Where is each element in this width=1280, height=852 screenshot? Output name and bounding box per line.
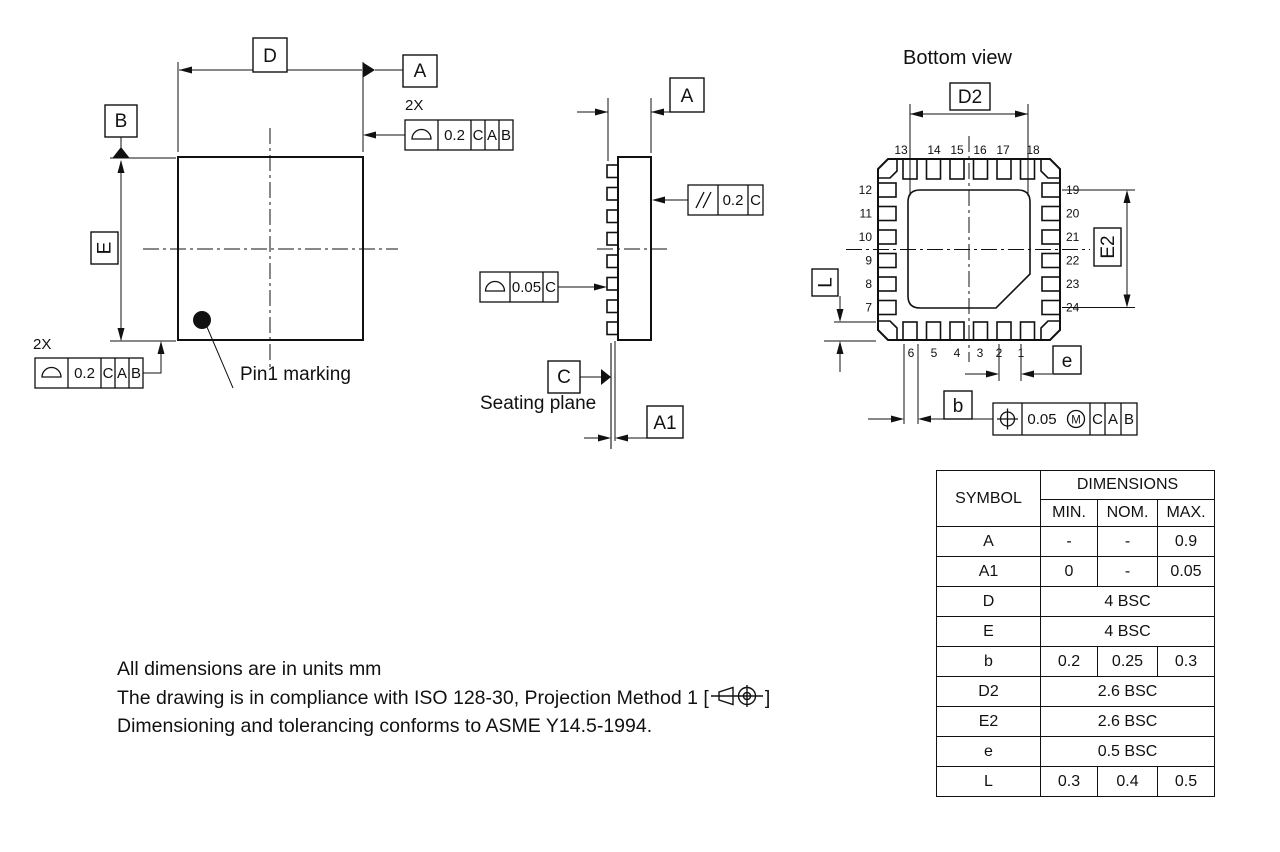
dim-label-e2: E2 bbox=[1098, 235, 1119, 259]
pin-number: 22 bbox=[1066, 253, 1080, 268]
datum-label-a: A bbox=[413, 61, 427, 82]
pin1-label: Pin1 marking bbox=[240, 364, 351, 385]
dim-label-e-pitch: e bbox=[1061, 351, 1073, 372]
dim-label-a: A bbox=[680, 86, 694, 107]
table-row bbox=[937, 587, 1215, 617]
pin1-marking bbox=[193, 311, 351, 388]
fcf-profile-top bbox=[363, 97, 513, 150]
datum-label-c: C bbox=[557, 367, 571, 388]
fcf-profile-left bbox=[33, 336, 165, 388]
pin-number: 3 bbox=[976, 346, 984, 360]
fcf-datum: B bbox=[130, 365, 142, 382]
first-angle-projection-icon bbox=[711, 684, 763, 708]
fcf-datum: C bbox=[545, 279, 556, 296]
pin-number: 5 bbox=[930, 346, 938, 360]
table-row bbox=[937, 707, 1215, 737]
dimension-table-grid bbox=[936, 470, 1215, 797]
pin-number: 18 bbox=[1026, 143, 1040, 157]
note-line-2-text: The drawing is in compliance with ISO 128-30, Projection Method 1 [ bbox=[117, 686, 709, 709]
dim-label-l: L bbox=[815, 277, 837, 288]
pin-number: 11 bbox=[859, 206, 872, 221]
bottom-view-title: Bottom view bbox=[903, 47, 1012, 69]
top-view bbox=[33, 38, 513, 388]
cell-max: 0.9 bbox=[1158, 527, 1215, 557]
fcf-datum: C bbox=[750, 192, 761, 209]
pin-number: 12 bbox=[858, 183, 872, 197]
pin1-dot bbox=[193, 311, 211, 329]
dim-label-e: E bbox=[94, 241, 116, 255]
pin-number: 21 bbox=[1066, 230, 1080, 244]
datum-triangle bbox=[363, 63, 375, 78]
table-row bbox=[937, 617, 1215, 647]
fcf-datum: A bbox=[486, 127, 498, 144]
table-row bbox=[937, 647, 1215, 677]
datum-triangle bbox=[112, 147, 130, 159]
pin-number: 19 bbox=[1066, 183, 1080, 197]
pin-number: 15 bbox=[950, 143, 964, 157]
side-view bbox=[480, 78, 763, 449]
dimension-table bbox=[936, 470, 1215, 797]
pin-number: 20 bbox=[1066, 206, 1080, 221]
dim-label-d2: D2 bbox=[957, 87, 983, 108]
fcf-datum: C bbox=[472, 127, 484, 144]
seating-plane bbox=[480, 341, 615, 449]
cell-symbol: L bbox=[937, 767, 1041, 797]
cell-span-value: 4 BSC bbox=[1041, 617, 1215, 647]
cell-nom: 0.25 bbox=[1098, 647, 1158, 677]
cell-min: 0.3 bbox=[1041, 767, 1098, 797]
fcf-datum: C bbox=[102, 365, 114, 382]
cell-nom: - bbox=[1098, 527, 1158, 557]
cell-nom: - bbox=[1098, 557, 1158, 587]
cell-max: 0.5 bbox=[1158, 767, 1215, 797]
note-line-3: Dimensioning and tolerancing conforms to ASME Y14.5-1994. bbox=[117, 715, 653, 737]
cell-symbol: e bbox=[937, 737, 1041, 767]
table-row bbox=[937, 557, 1215, 587]
cell-symbol: D2 bbox=[937, 677, 1041, 707]
bottom-view bbox=[812, 47, 1137, 435]
cell-symbol: E bbox=[937, 617, 1041, 647]
fcf-profile-side bbox=[480, 272, 607, 302]
fcf-tolerance: 0.05 bbox=[1027, 411, 1057, 428]
table-row bbox=[937, 677, 1215, 707]
fcf-position bbox=[993, 403, 1137, 435]
cell-min: 0 bbox=[1041, 557, 1098, 587]
cell-span-value: 4 BSC bbox=[1041, 587, 1215, 617]
cell-span-value: 0.5 BSC bbox=[1041, 737, 1215, 767]
drawing-notes bbox=[117, 655, 770, 741]
cell-span-value: 2.6 BSC bbox=[1041, 677, 1215, 707]
table-header-symbol: SYMBOL bbox=[937, 471, 1041, 527]
pin-number: 13 bbox=[894, 143, 908, 157]
datum-triangle bbox=[601, 369, 611, 385]
cell-max: 0.3 bbox=[1158, 647, 1215, 677]
fcf-datum: B bbox=[1123, 411, 1135, 428]
count-label: 2X bbox=[33, 336, 52, 353]
dim-label-a1: A1 bbox=[653, 413, 677, 434]
pin-number: 2 bbox=[995, 346, 1003, 360]
datum-label-b: B bbox=[114, 111, 128, 132]
fcf-tolerance: 0.05 bbox=[511, 279, 542, 296]
cell-min: 0.2 bbox=[1041, 647, 1098, 677]
mmc-modifier-letter: M bbox=[1071, 414, 1081, 427]
cell-span-value: 2.6 BSC bbox=[1041, 707, 1215, 737]
count-label: 2X bbox=[405, 97, 424, 114]
fcf-parallelism bbox=[652, 185, 763, 215]
dimension-e bbox=[91, 105, 176, 341]
note-line-2-bracket: ] bbox=[764, 686, 771, 709]
fcf-datum: C bbox=[1092, 411, 1103, 428]
fcf-datum: A bbox=[1107, 411, 1119, 428]
cell-min: - bbox=[1041, 527, 1098, 557]
cell-nom: 0.4 bbox=[1098, 767, 1158, 797]
pin-number: 7 bbox=[865, 300, 872, 315]
pin-number: 4 bbox=[953, 346, 961, 360]
table-header-min: MIN. bbox=[1041, 500, 1098, 527]
seating-plane-label: Seating plane bbox=[480, 393, 597, 414]
pin-number: 8 bbox=[865, 277, 872, 291]
cell-symbol: A1 bbox=[937, 557, 1041, 587]
pin-number: 23 bbox=[1066, 277, 1080, 291]
fcf-datum: B bbox=[500, 127, 512, 144]
fcf-tolerance: 0.2 bbox=[74, 365, 95, 382]
cell-max: 0.05 bbox=[1158, 557, 1215, 587]
fcf-tolerance: 0.2 bbox=[722, 192, 744, 209]
cell-symbol: b bbox=[937, 647, 1041, 677]
pin-number: 10 bbox=[858, 230, 872, 244]
fcf-tolerance: 0.2 bbox=[444, 127, 465, 144]
cell-symbol: A bbox=[937, 527, 1041, 557]
table-row bbox=[937, 767, 1215, 797]
note-line-2 bbox=[117, 684, 770, 713]
fcf-datum: A bbox=[116, 365, 128, 382]
cell-symbol: E2 bbox=[937, 707, 1041, 737]
table-header-nom: NOM. bbox=[1098, 500, 1158, 527]
dim-label-d: D bbox=[263, 46, 277, 67]
pin-number: 16 bbox=[973, 143, 987, 157]
table-row bbox=[937, 737, 1215, 767]
table-header-dimensions: DIMENSIONS bbox=[1041, 471, 1215, 500]
table-header-max: MAX. bbox=[1158, 500, 1215, 527]
pin-number: 24 bbox=[1066, 300, 1080, 315]
pin-number: 9 bbox=[865, 253, 872, 268]
table-row bbox=[937, 527, 1215, 557]
cell-symbol: D bbox=[937, 587, 1041, 617]
dimension-a1 bbox=[584, 406, 683, 442]
pin-number: 14 bbox=[927, 143, 941, 157]
dim-label-b: b bbox=[952, 396, 964, 417]
pin-number: 1 bbox=[1017, 346, 1025, 360]
pin-number: 6 bbox=[907, 346, 915, 360]
side-terminals bbox=[607, 165, 618, 335]
note-line-1: All dimensions are in units mm bbox=[117, 658, 382, 680]
pin-number: 17 bbox=[996, 143, 1010, 157]
dimension-a bbox=[577, 78, 704, 161]
